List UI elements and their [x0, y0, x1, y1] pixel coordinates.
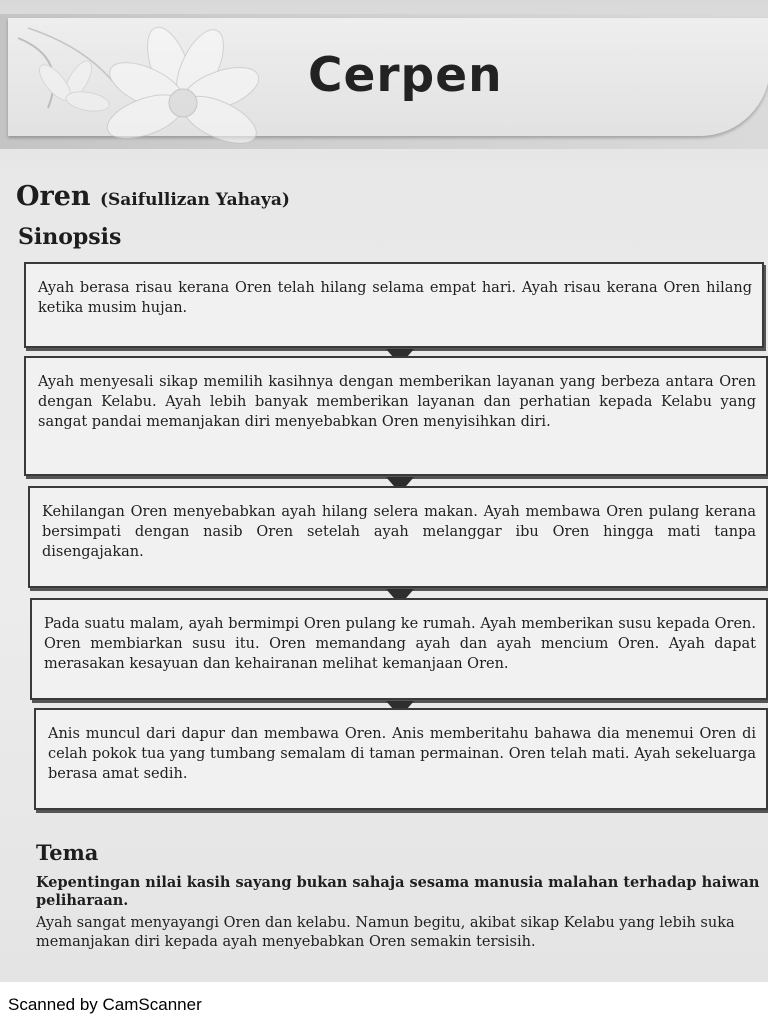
header-banner	[8, 18, 768, 136]
synopsis-box-4: Pada suatu malam, ayah bermimpi Oren pulang ke rumah. Ayah memberikan susu kepada Oren. Oren membiarkan susu itu. Oren memandang ayah dan ayah mencium Oren. Ayah dapat merasakan kesayuan dan kehairanan melihat kemanjaan Oren.	[30, 598, 768, 700]
flower-icon	[8, 18, 298, 158]
tema-body: Ayah sangat menyayangi Oren dan kelabu. Namun begitu, akibat sikap Kelabu yang lebih suka memanjakan diri kepada ayah menyebabkan Oren semakin tersisih.	[36, 915, 735, 950]
story-title	[16, 181, 290, 212]
story-name: Oren	[16, 181, 91, 212]
synopsis-box-2: Ayah menyesali sikap memilih kasihnya dengan memberikan layanan yang berbeza antara Oren dengan Kelabu. Ayah lebih banyak memberikan layanan dan perhatian kepada Kelabu yang sangat pandai memanjakan diri menyebabkan Oren menyisihkan diri.	[24, 356, 768, 476]
tema-statement: Kepentingan nilai kasih sayang bukan sahaja sesama manusia malahan terhadap haiwan peliharaan.	[36, 874, 760, 909]
tema-heading: Tema	[36, 840, 99, 865]
synopsis-box-1: Ayah berasa risau kerana Oren telah hilang selama empat hari. Ayah risau kerana Oren hilang ketika musim hujan.	[24, 262, 764, 348]
page-title: Cerpen	[308, 48, 503, 103]
synopsis-box-3: Kehilangan Oren menyebabkan ayah hilang selera makan. Ayah membawa Oren pulang kerana bersimpati dengan nasib Oren setelah ayah melanggar ibu Oren hingga mati tanpa disengajakan.	[28, 486, 768, 588]
synopsis-box-5: Anis muncul dari dapur dan membawa Oren. Anis memberitahu bahawa dia menemui Oren di celah pokok tua yang tumbang semalam di taman permainan. Oren telah mati. Ayah sekeluarga berasa amat sedih.	[34, 708, 768, 810]
synopsis-heading: Sinopsis	[18, 224, 122, 250]
story-author: (Saifullizan Yahaya)	[99, 190, 290, 210]
scanner-watermark: Scanned by CamScanner	[8, 995, 202, 1014]
